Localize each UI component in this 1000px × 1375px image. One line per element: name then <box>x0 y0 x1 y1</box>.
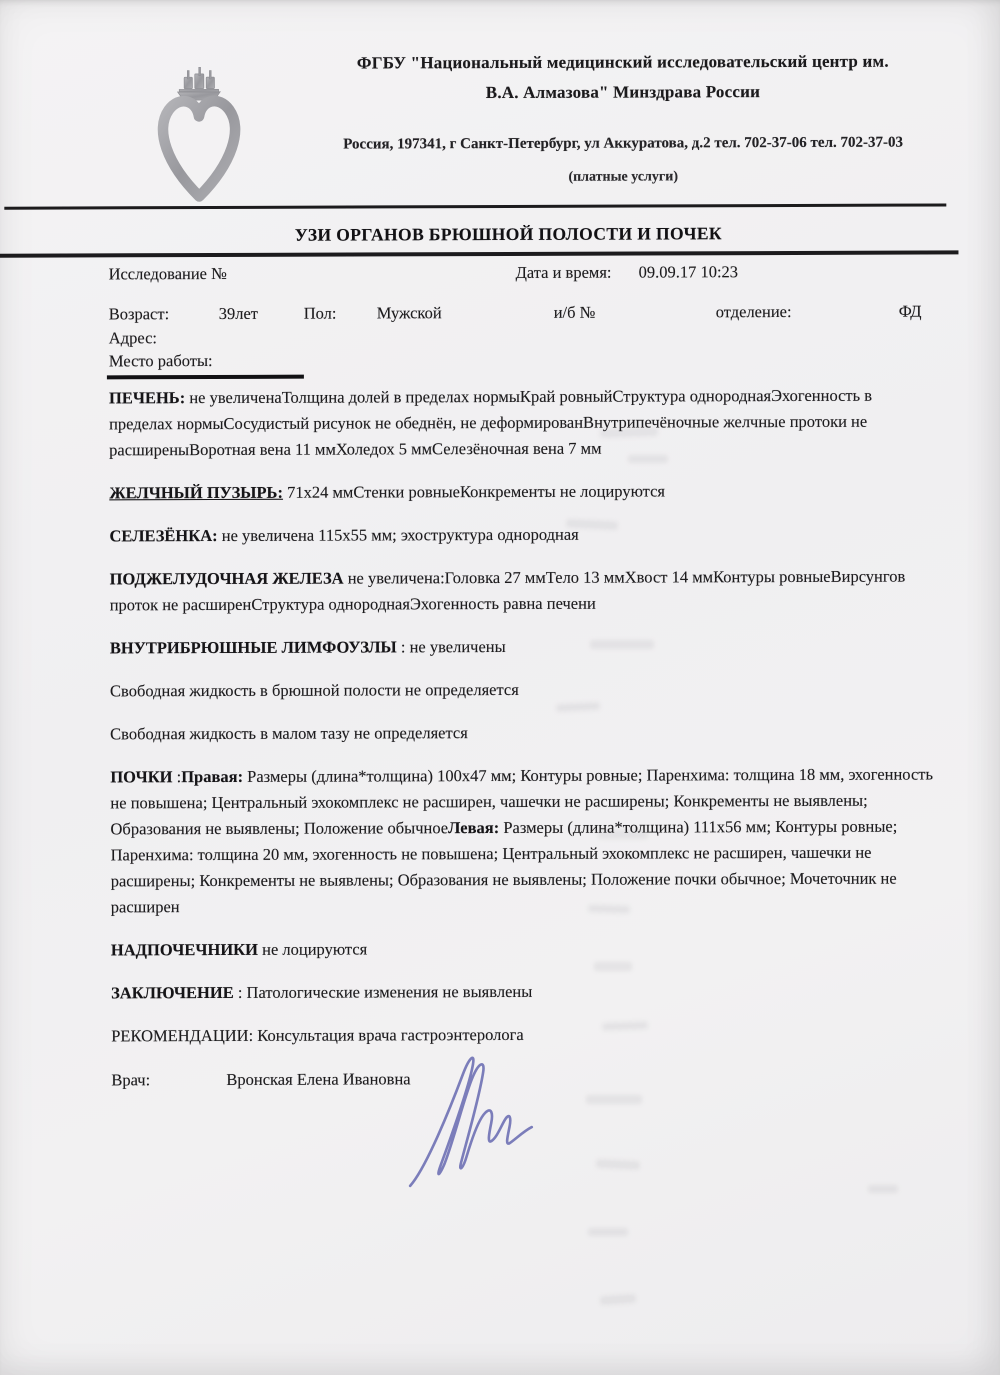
free-fluid-abdomen <box>110 675 940 704</box>
doctor-name: Вронская Елена Ивановна <box>226 1069 411 1089</box>
show-through-smudge <box>628 455 668 463</box>
free-fluid-pelvis <box>110 718 940 747</box>
age-label: Возраст: <box>108 304 170 324</box>
text-run: Свободная жидкость в малом тазу не определяется <box>110 723 468 744</box>
text-run: СЕЛЕЗЁНКА: <box>109 525 218 546</box>
department-value: ФД <box>898 301 922 321</box>
text-run: не увеличенаТолщина долей в пределах нормыКрай ровныйСтруктура однороднаяЭхогенность в пределах нормыСосудистый рисунок не обеднён, не деформированВнутрипечёночные желчные протоки не расширеныВоротная вена 11 ммХоледох 5 ммСелезёночная вена 7 мм <box>109 385 873 460</box>
text-run: Размеры (длина*толщина) 111х56 мм; Контуры ровные; Паренхима: толщина 20 мм, эхогенность не повышена; Центральный эхокомплекс не расширен, чашечки не расширены; Конкременты не выявлены; Образования не выявлены; Положение почки обычное; Мочеточник не расширен <box>110 816 898 917</box>
report-body <box>109 382 941 1093</box>
text-run: РЕКОМЕНДАЦИИ: Консультация врача гастроэнтеролога <box>111 1024 524 1046</box>
org-address: Россия, 197341, г Санкт-Петербург, ул Аккуратова, д.2 тел. 702-37-06 тел. 702-37-03 <box>343 134 904 153</box>
age-value: 39лет <box>218 303 259 323</box>
workplace-label: Место работы: <box>108 351 213 371</box>
doctor-label: Врач: <box>111 1070 151 1090</box>
text-run: ПОДЖЕЛУДОЧНАЯ ЖЕЛЕЗА <box>109 568 344 589</box>
title-divider-line <box>0 250 958 257</box>
text-run: Правая: <box>181 766 244 787</box>
text-run: НАДПОЧЕЧНИКИ <box>110 939 259 960</box>
study-meta-row <box>108 261 944 284</box>
text-run: ЗАКЛЮЧЕНИЕ <box>111 982 234 1003</box>
sex-label: Пол: <box>303 303 337 323</box>
show-through-smudge <box>588 904 630 913</box>
conclusion-section <box>111 977 941 1006</box>
show-through-smudge <box>586 1095 642 1104</box>
letterhead <box>298 46 948 186</box>
org-name-line2: В.А. Алмазова" Минздрава России <box>485 82 761 103</box>
almazov-heart-crown-ship-logo-icon <box>150 51 249 216</box>
text-run: не увеличена 115х55 мм; эхоструктура однородная <box>217 524 579 545</box>
text-run: ВНУТРИБРЮШНЫЕ ЛИМФОУЗЛЫ <box>109 637 397 658</box>
doctor-signature-ink-icon <box>398 1046 550 1198</box>
show-through-smudge <box>594 962 632 971</box>
text-run: : <box>172 767 182 787</box>
liver-section <box>109 382 939 463</box>
spleen-section <box>109 520 939 549</box>
kidneys-section <box>110 761 941 920</box>
text-run: ЖЕЛЧНЫЙ ПУЗЫРЬ: <box>109 482 283 503</box>
workplace-underline <box>107 375 304 380</box>
text-run: не увеличена:Головка 27 ммТело 13 ммХвост 14 ммКонтуры ровныеВирсунгов проток не расширенСтруктура однороднаяЭхогенность равна печени <box>109 566 906 615</box>
show-through-smudge <box>590 640 654 649</box>
org-name-line1: ФГБУ "Национальный медицинский исследовательский центр им. <box>356 51 889 73</box>
text-run: Свободная жидкость в брюшной полости не определяется <box>109 679 519 701</box>
datetime-value: 09.09.17 10:23 <box>638 262 739 282</box>
text-run: ПЕЧЕНЬ: <box>108 388 186 408</box>
text-run: : Патологические изменения не выявлены <box>233 981 533 1002</box>
case-number-label: и/б № <box>553 302 596 322</box>
text-run: Левая: <box>448 818 500 838</box>
show-through-smudge <box>602 1021 648 1031</box>
lymph-nodes-section <box>110 632 940 661</box>
department-label: отделение: <box>715 301 792 322</box>
text-run: не лоцируются <box>257 939 368 959</box>
text-run: 71х24 ммСтенки ровныеКонкременты не лоцируются <box>282 481 666 502</box>
show-through-smudge <box>598 830 648 839</box>
study-number-label: Исследование № <box>108 263 227 284</box>
gallbladder-section <box>109 477 939 506</box>
pancreas-section <box>110 563 940 618</box>
report-title: УЗИ ОРГАНОВ БРЮШНОЙ ПОЛОСТИ И ПОЧЕК <box>294 223 723 245</box>
text-run: ПОЧКИ <box>110 767 173 787</box>
header-divider-line <box>4 203 946 209</box>
org-name <box>298 46 948 108</box>
text-run: Размеры (длина*толщина) 100х47 мм; Контуры ровные; Паренхима: толщина 18 мм, эхогенность не повышена; Центральный эхокомплекс не расширен, чашечки не расширены; Конкременты не выявлены; Образования не выявлены; Положение обычное <box>110 764 934 839</box>
sex-value: Мужской <box>376 303 442 323</box>
adrenal-section <box>111 934 941 963</box>
text-run: : не увеличены <box>396 636 506 657</box>
address-label: Адрес: <box>108 328 158 348</box>
show-through-smudge <box>588 1228 628 1236</box>
datetime-label: Дата и время: <box>515 262 612 282</box>
show-through-smudge <box>868 1185 898 1193</box>
paid-services-note: (платные услуги) <box>568 169 679 185</box>
patient-meta-row <box>108 301 959 324</box>
